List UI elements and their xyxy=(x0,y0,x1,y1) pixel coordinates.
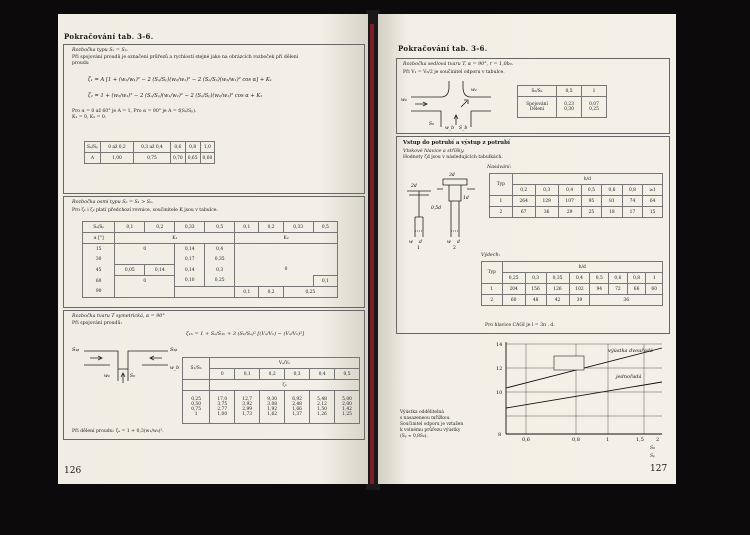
tee-junction-diagram xyxy=(70,337,182,387)
cell: 0,33 xyxy=(283,222,313,233)
paragraph: Při spojování proudů: xyxy=(72,321,122,326)
cell: 0,1 xyxy=(235,369,260,380)
cell xyxy=(115,287,175,298)
cell: 0,65 xyxy=(185,153,200,164)
cell: 60 xyxy=(646,284,663,295)
paragraph: Při V₁ = V₀/2 je součinitel odporu v tabulce. xyxy=(403,70,505,75)
cell: 0,35 xyxy=(546,273,569,284)
cell: Sₐ/Sₚ xyxy=(83,222,115,233)
cell: 0,2 xyxy=(512,185,535,196)
single-row-line xyxy=(506,382,662,408)
cell: 30 xyxy=(83,254,115,265)
cell: 0,5 xyxy=(313,222,337,233)
cell: 264 xyxy=(512,196,535,207)
paragraph: Pro α = 0 až 60° je A = 1, Pro α = 90° je A = f(Sₐ/Sₚ). xyxy=(72,109,197,114)
cell: 60 xyxy=(83,276,115,287)
gutter-edge xyxy=(370,24,374,484)
cell: 29 xyxy=(558,207,581,218)
label: S₀ xyxy=(130,374,135,379)
cell: 0,14 xyxy=(175,265,205,276)
cell: 60 xyxy=(502,295,525,306)
label: 3d xyxy=(449,173,455,178)
cell: 2 xyxy=(482,295,503,306)
cell: 0,5 xyxy=(581,185,602,196)
cell: 0,60 xyxy=(200,153,215,164)
cell: 2 xyxy=(490,207,513,218)
section-title: Vstup do potrubí a výstup z potrubí xyxy=(403,140,510,146)
cell: 0,3 xyxy=(525,273,546,284)
cell: 0,25 xyxy=(502,273,525,284)
cell: 0,1 xyxy=(313,276,337,287)
label: 1 xyxy=(417,246,420,251)
equation: ζ₁ₕ = 1 + Sₐ/S₁ₕ + 3 (S₁/Sₐ)² [(Vₐ/Vₙ) − (Vₐ/Vₙ)²] xyxy=(186,331,305,337)
cell: 17,0 3,75 2,77 1,00 xyxy=(210,391,235,424)
cell: 0,1 xyxy=(235,222,259,233)
cell: 36 xyxy=(590,295,663,306)
cell xyxy=(235,254,338,265)
cell: 81 xyxy=(602,196,623,207)
cell: 0 xyxy=(115,276,175,287)
cell: 0,3 xyxy=(205,265,235,276)
section-box xyxy=(63,310,365,440)
inlet-table xyxy=(489,173,663,218)
cell: 0,6 xyxy=(609,273,628,284)
cell: ≥1 xyxy=(643,185,663,196)
series-label: výústka dvouřadá xyxy=(608,348,653,354)
x-tick: 2 xyxy=(656,437,660,443)
cell: 0,17 xyxy=(175,254,205,265)
cell: 204 xyxy=(502,284,525,295)
cell: 45 xyxy=(83,265,115,276)
y-tick: 12 xyxy=(496,366,503,372)
cell: 0,8 xyxy=(185,142,200,153)
cell: 5,00 2,00 1,42 1,25 xyxy=(335,391,360,424)
saddle-table xyxy=(517,85,607,118)
section-box xyxy=(396,58,670,134)
cell: 6,92 2,48 1,66 1,37 xyxy=(285,391,310,424)
y-tick: 10 xyxy=(496,390,503,396)
cell: 42 xyxy=(546,295,569,306)
cell: Sₐ/Sₚ xyxy=(85,142,101,153)
saddle-tee-diagram xyxy=(401,79,497,131)
caption: Pro hlavice CAGI je l = 3π . d. xyxy=(485,323,555,328)
label: S_b xyxy=(459,126,468,131)
cell: 9,30 3,08 1,92 1,62 xyxy=(260,391,285,424)
cell: 1 xyxy=(582,86,607,97)
cell: 1 xyxy=(482,284,503,295)
label: S₀ xyxy=(429,122,434,127)
cell: 72 xyxy=(609,284,628,295)
cell: 0,2 xyxy=(260,369,285,380)
note: Výústka oddělitelná xyxy=(400,410,444,415)
note: s nasazeneou mřížkou. xyxy=(400,416,451,421)
equation: ζ₁ = A [1 + (w₂/w₁)² − 2 (Sₐ/Sₚ)(w₂/w₁)² − 2 (Sₐ/Sₚ)(w₂/w₁)² cos α] + K₁ xyxy=(88,77,272,83)
series-label: jednořadá xyxy=(616,374,642,380)
label: S₂ᵦ xyxy=(170,347,178,353)
cell: 107 xyxy=(558,196,581,207)
zeta-table xyxy=(182,357,360,424)
y-tick: 14 xyxy=(496,342,503,348)
cell: 102 xyxy=(569,284,590,295)
label: w_b xyxy=(445,126,454,131)
cell: 1 xyxy=(646,273,663,284)
label: 2d xyxy=(411,184,417,189)
cell: 0,25 0,50 0,75 1 xyxy=(183,391,210,424)
cell: ζₙ xyxy=(210,380,360,391)
paragraph: Pro ζ₁ i ζ₂ platí předchozí rovnice, součinitele K jsou v tabulce. xyxy=(72,208,218,213)
cell: 0,4 xyxy=(569,273,590,284)
x-axis-label: Sₚ xyxy=(650,454,655,459)
label: S₁ᵦ xyxy=(72,347,80,353)
cell: S₁/Sₙ xyxy=(183,358,210,380)
cell: 0,70 xyxy=(170,153,185,164)
subtitle: Vtokové hlavice a stříšky. xyxy=(403,149,465,154)
cell: 0 xyxy=(235,265,338,276)
y-tick: 8 xyxy=(498,432,502,438)
cell: 0,10 xyxy=(175,276,205,287)
cell: 5,48 2,12 1,50 1,26 xyxy=(310,391,335,424)
cell: 156 xyxy=(525,284,546,295)
equation: ζ₂ = 1 + (w₂/w₁)² − 2 (Sₐ/Sₚ)(w₁/w₂)² − 2 (Sₐ/Sₚ)(w₂/w₁)² cos α + K₂ xyxy=(88,93,263,99)
outlet-grille-icon xyxy=(554,356,584,370)
cell: α [°] xyxy=(83,233,115,244)
label: w_b xyxy=(170,366,179,371)
cell: A xyxy=(85,153,101,164)
section-box xyxy=(63,196,365,308)
cell: 0,35 xyxy=(205,254,235,265)
cell: 0,25 xyxy=(205,276,235,287)
cell: 67 xyxy=(512,207,535,218)
cell: 1,00 xyxy=(100,153,133,164)
cell: 0,75 xyxy=(133,153,170,164)
cell: 15 xyxy=(643,207,663,218)
resistance-chart xyxy=(496,338,666,442)
cell: 25 xyxy=(581,207,602,218)
cell: 0,2 xyxy=(259,222,283,233)
label: d xyxy=(419,240,422,245)
x-tick: 0,6 xyxy=(522,437,530,443)
x-tick: 0,8 xyxy=(572,437,580,443)
cell: 64 xyxy=(643,196,663,207)
label: 1d xyxy=(463,196,469,201)
cell xyxy=(235,276,314,287)
cell: 126 xyxy=(546,284,569,295)
cell: 0,23 0,30 xyxy=(557,97,582,118)
cell: 0,5 xyxy=(557,86,582,97)
cell: 0,5 xyxy=(205,222,235,233)
cell: 0,5 xyxy=(335,369,360,380)
x-axis-label: S₀ xyxy=(650,446,655,451)
cell: Typ xyxy=(482,262,503,284)
cell: 1 xyxy=(490,196,513,207)
cell: 12,7 3,92 2,99 1,73 xyxy=(235,391,260,424)
cell: 0,3 xyxy=(535,185,558,196)
label: w₀ xyxy=(401,98,407,103)
paragraph: Hodnoty ζd jsou v následujících tabulkách. xyxy=(403,155,503,160)
cell: 0 xyxy=(210,369,235,380)
outlet-label: Výdech: xyxy=(481,253,501,258)
cell: 0,5 xyxy=(590,273,609,284)
cell: 0,3 xyxy=(285,369,310,380)
note: (Sₚ ≈ 0,8S₀). xyxy=(400,434,428,439)
label: w₀ xyxy=(104,374,110,379)
cell: 0,4 xyxy=(558,185,581,196)
cell: 0,2 xyxy=(145,222,175,233)
left-page xyxy=(58,14,368,484)
cell: 0 až 0,2 xyxy=(100,142,133,153)
cell: 39 xyxy=(569,295,590,306)
cell: 0,2 xyxy=(259,287,283,298)
cell: 0,1 xyxy=(235,287,259,298)
cell: Typ xyxy=(490,174,513,196)
cell: 0,05 xyxy=(115,265,145,276)
cell: 129 xyxy=(535,196,558,207)
label: 0,5d xyxy=(431,206,442,211)
cell xyxy=(235,244,338,255)
x-tick: 1 xyxy=(606,437,610,443)
cell: 0,14 xyxy=(175,244,205,255)
cell: 0,07 0,25 xyxy=(582,97,607,118)
cell: 0 xyxy=(115,244,175,255)
page-number: 126 xyxy=(64,466,82,476)
page-number: 127 xyxy=(650,464,668,474)
cell: 90 xyxy=(83,287,115,298)
cell: K₁ xyxy=(115,233,235,244)
cell: 0,6 xyxy=(170,142,185,153)
cell: 48 xyxy=(525,295,546,306)
k-coefficient-table xyxy=(82,221,338,298)
inlet-label: Nasávání: xyxy=(487,165,512,170)
page-header: Pokračování tab. 3-6. xyxy=(398,44,488,53)
section-title: Rozbočka typu Sₐ = Sₚ. xyxy=(72,48,129,53)
cell: 0,8 xyxy=(622,185,643,196)
cell: h/d xyxy=(502,262,662,273)
paragraph: Při spojování proudů je označení průřezů a rychlostí stejné jako na obrázcích rozboček při dělení xyxy=(72,55,299,60)
cell: 18 xyxy=(602,207,623,218)
cell: 15 xyxy=(83,244,115,255)
section-title: Rozbočka osmi typu Sₚ = S₁ > Sₐ. xyxy=(72,200,154,205)
footnote: Při dělení proudu: ζₐ = 1 + 0,3(w₁/w₀)². xyxy=(72,429,164,434)
cell: Spojování Dělení xyxy=(518,97,557,118)
cell: 0,3 až 0,4 xyxy=(133,142,170,153)
note: Součinitel odporu je vztažen xyxy=(400,422,464,427)
cell: 0,25 xyxy=(283,287,337,298)
cell: 74 xyxy=(622,196,643,207)
cell: h/d xyxy=(512,174,662,185)
label: 2 xyxy=(453,246,456,251)
cell: 94 xyxy=(590,284,609,295)
cell: 0,1 xyxy=(115,222,145,233)
outlet-table xyxy=(481,261,663,306)
cell: S₀/Sₙ xyxy=(518,86,557,97)
cell: 0,8 xyxy=(627,273,646,284)
cell: 95 xyxy=(581,196,602,207)
cell: K₂ xyxy=(235,233,338,244)
coefficient-table xyxy=(84,141,215,164)
section-title: Rozbočka tvaru T symetrická, α = 90° xyxy=(72,314,165,319)
cell: 1,0 xyxy=(200,142,215,153)
cell: 0,33 xyxy=(175,222,205,233)
paragraph: K₁ = 0, K₂ = 0. xyxy=(72,115,107,120)
section-box xyxy=(396,136,670,334)
cell xyxy=(183,380,210,391)
right-page xyxy=(378,14,676,484)
section-title: Rozbočka sedlová tvaru T, α = 90°, r = 1,0b₀. xyxy=(403,62,514,67)
cell: Vₐ/Vₙ xyxy=(210,358,360,369)
label: d xyxy=(457,240,460,245)
hood-diagram xyxy=(401,169,485,249)
section-box xyxy=(63,44,365,194)
label: w₂ xyxy=(471,88,477,93)
cell: 0,4 xyxy=(310,369,335,380)
cell: 66 xyxy=(627,284,646,295)
label: w xyxy=(409,240,413,245)
cell: 0,4 xyxy=(205,244,235,255)
page-header: Pokračování tab. 3-6. xyxy=(64,32,154,41)
cell: 0,6 xyxy=(602,185,623,196)
paragraph: proudu xyxy=(72,61,89,66)
x-tick: 1,5 xyxy=(636,437,644,443)
cell xyxy=(115,254,175,265)
label: w xyxy=(447,240,451,245)
cell: 17 xyxy=(622,207,643,218)
cell xyxy=(175,287,235,298)
note: k volnému průřezu výústky xyxy=(400,428,461,433)
cell: 0,14 xyxy=(145,265,175,276)
cell: 36 xyxy=(535,207,558,218)
